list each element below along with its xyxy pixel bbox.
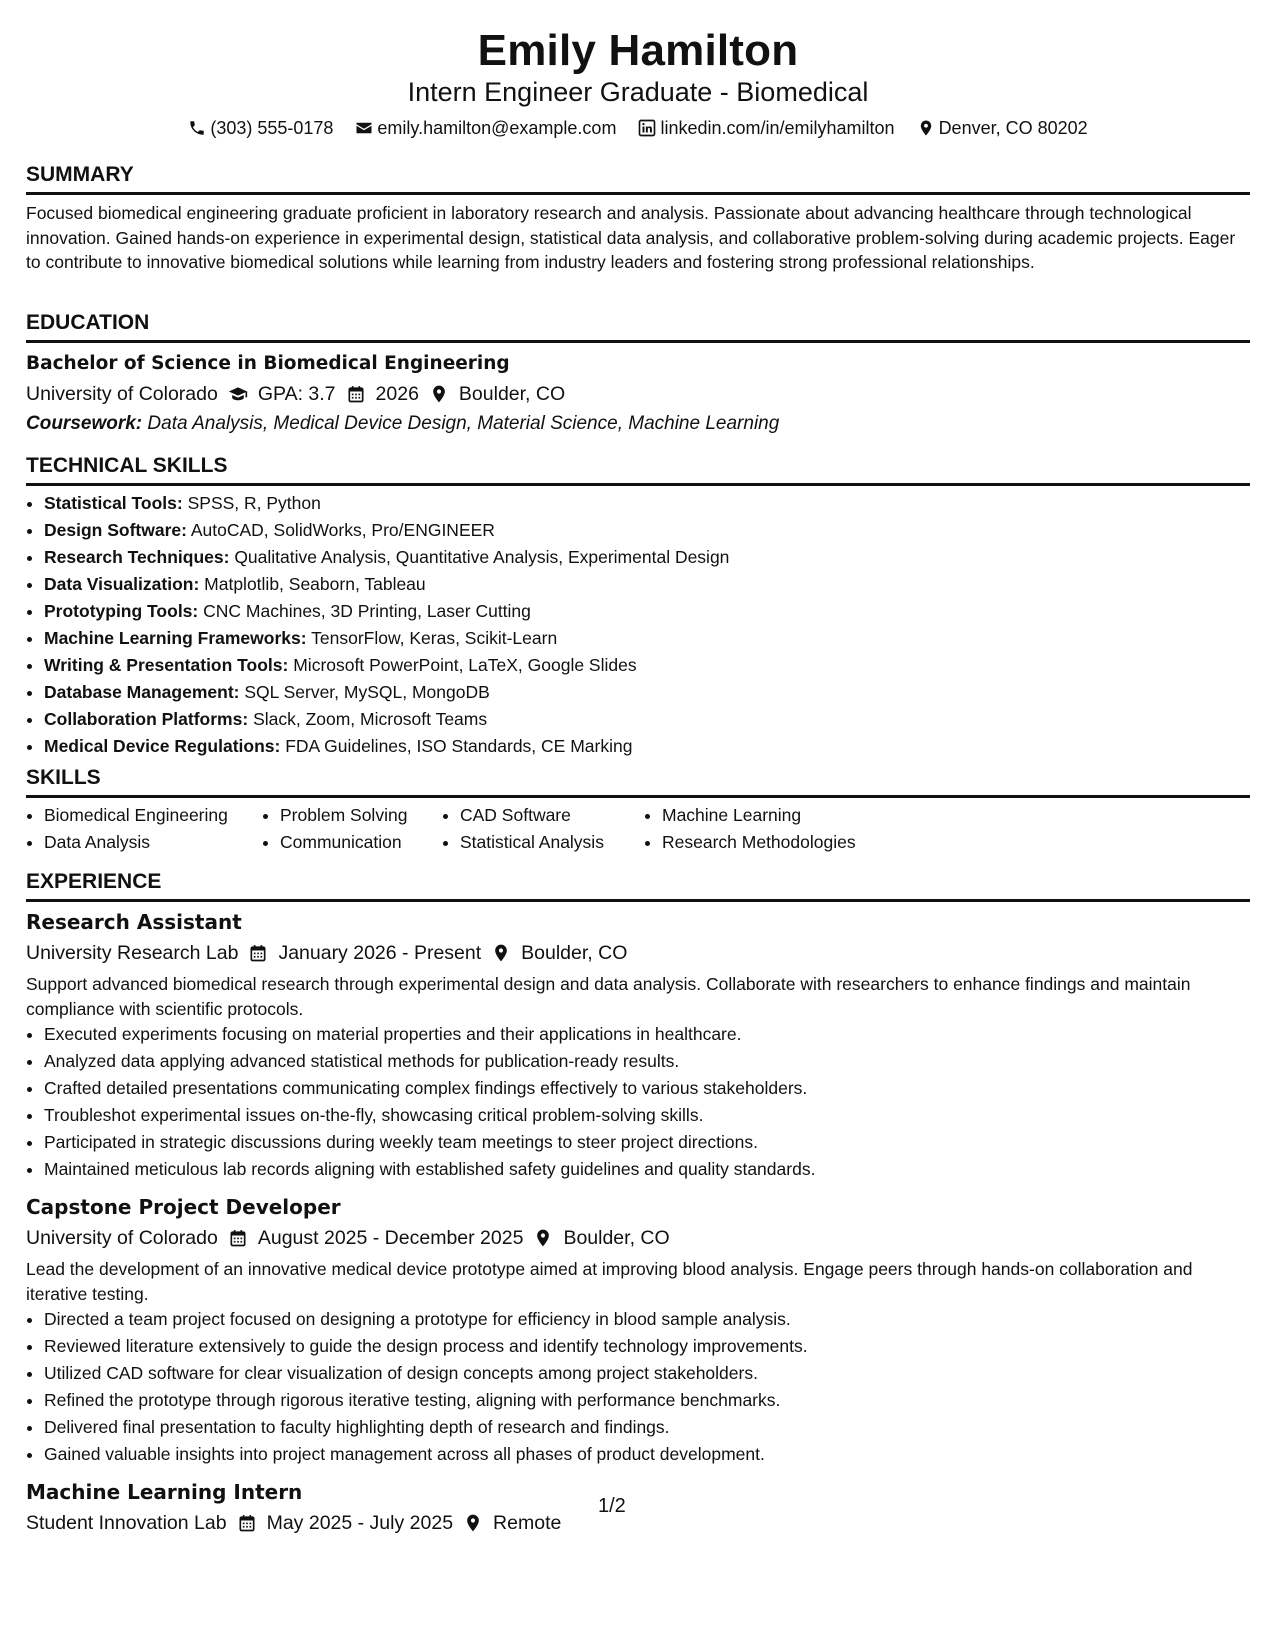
skill-value: SQL Server, MySQL, MongoDB — [244, 682, 490, 702]
skills-heading: SKILLS — [26, 765, 1250, 798]
list-item — [44, 571, 1250, 598]
skill-value: Matplotlib, Seaborn, Tableau — [204, 574, 426, 594]
skill-label: Prototyping Tools: — [44, 601, 199, 621]
list-item: • Communication — [280, 829, 442, 856]
technical-skills-heading: TECHNICAL SKILLS — [26, 453, 1250, 486]
skills-column — [644, 798, 904, 856]
skill-value: FDA Guidelines, ISO Standards, CE Marking — [285, 736, 633, 756]
job-dates: May 2025 - July 2025 — [266, 1512, 454, 1534]
skill-label: Machine Learning Frameworks: — [44, 628, 307, 648]
experience-heading: EXPERIENCE — [26, 869, 1250, 902]
contact-email[interactable] — [355, 116, 616, 140]
list-item: • Directed a team project focused on designing a prototype for efficiency in blood sample analysis. — [44, 1306, 1250, 1333]
contact-linkedin[interactable] — [638, 116, 894, 140]
skills-column — [262, 798, 442, 856]
contact-email-text: emily.hamilton@example.com — [377, 118, 617, 138]
skill-value: Qualitative Analysis, Quantitative Analysis, Experimental Design — [234, 547, 730, 567]
list-item — [44, 652, 1250, 679]
page-number: 1/2 — [598, 1495, 626, 1517]
skill-label: Statistical Tools: — [44, 493, 183, 513]
job-title: Machine Learning Intern — [26, 1480, 303, 1504]
contact-location — [917, 116, 1088, 140]
list-item — [44, 625, 1250, 652]
contact-phone[interactable] — [188, 116, 333, 140]
summary-heading: SUMMARY — [26, 162, 1250, 195]
skill-label: Data Visualization: — [44, 574, 200, 594]
technical-skills-section — [26, 453, 1250, 760]
list-item — [44, 706, 1250, 733]
list-item: • Delivered final presentation to faculty highlighting depth of research and findings. — [44, 1414, 1250, 1441]
education-heading: EDUCATION — [26, 310, 1250, 343]
coursework-label: Coursework: — [26, 413, 143, 434]
education-location: Boulder, CO — [458, 383, 566, 405]
experience-section — [26, 869, 1250, 1538]
list-item: • Maintained meticulous lab records aligning with established safety guidelines and quality standards. — [44, 1156, 1250, 1183]
job-entry — [26, 1193, 1250, 1468]
job-org: Student Innovation Lab — [26, 1512, 227, 1534]
contact-location-text: Denver, CO 80202 — [938, 118, 1088, 138]
list-item — [44, 733, 1250, 760]
job-meta — [26, 938, 1250, 968]
list-item: • Machine Learning — [662, 802, 904, 829]
list-item: • Participated in strategic discussions during weekly team meetings to steer project directions. — [44, 1129, 1250, 1156]
graduation-year: 2026 — [375, 383, 419, 405]
job-meta — [26, 1508, 1250, 1538]
list-item — [44, 517, 1250, 544]
calendar-icon — [237, 1513, 257, 1533]
job-bullets — [26, 1021, 1250, 1183]
map-pin-icon — [533, 1228, 553, 1248]
job-meta — [26, 1223, 1250, 1253]
list-item — [44, 490, 1250, 517]
list-item: • Gained valuable insights into project management across all phases of product development. — [44, 1441, 1250, 1468]
skill-value: SPSS, R, Python — [187, 493, 321, 513]
list-item: • Problem Solving — [280, 802, 442, 829]
skill-value: AutoCAD, SolidWorks, Pro/ENGINEER — [190, 520, 495, 540]
school-name: University of Colorado — [26, 383, 218, 405]
list-item: • Executed experiments focusing on material properties and their applications in healthcare. — [44, 1021, 1250, 1048]
calendar-icon — [346, 384, 366, 404]
job-location: Boulder, CO — [563, 1227, 670, 1249]
skill-value: Microsoft PowerPoint, LaTeX, Google Slides — [293, 655, 637, 675]
job-entry — [26, 1478, 1250, 1538]
map-pin-icon — [463, 1513, 483, 1533]
job-location: Remote — [493, 1512, 562, 1534]
education-section — [26, 310, 1250, 439]
linkedin-icon — [638, 119, 656, 137]
contact-phone-text: (303) 555-0178 — [210, 118, 334, 138]
skill-label: Research Techniques: — [44, 547, 230, 567]
calendar-icon — [248, 943, 268, 963]
job-location: Boulder, CO — [521, 942, 628, 964]
list-item: • CAD Software — [460, 802, 644, 829]
education-meta — [26, 379, 1250, 409]
list-item: • Refined the prototype through rigorous iterative testing, aligning with performance benchmarks. — [44, 1387, 1250, 1414]
summary-text: Focused biomedical engineering graduate proficient in laboratory research and analysis. Passionate about advancing healthcare through technological innovation. Gained hands-on experience in experimental design, statistical data analysis, and collaborative problem-solving during academic projects. Eager to contribute to innovative biomedical solutions while learning from industry leaders and fostering strong professional relationships. — [26, 203, 1236, 272]
job-description: Support advanced biomedical research through experimental design and data analysis. Collaborate with researchers to enhance findings and maintain compliance with scientific protocols. — [26, 974, 1191, 1019]
envelope-icon — [355, 119, 373, 137]
job-org: University Research Lab — [26, 942, 239, 964]
job-entry — [26, 908, 1250, 1183]
phone-icon — [188, 119, 206, 137]
coursework — [26, 409, 1250, 439]
skill-label: Design Software: — [44, 520, 187, 540]
candidate-title: Intern Engineer Graduate - Biomedical — [407, 77, 869, 107]
skill-value: TensorFlow, Keras, Scikit-Learn — [311, 628, 558, 648]
skills-grid — [26, 798, 1250, 856]
list-item: • Analyzed data applying advanced statistical methods for publication-ready results. — [44, 1048, 1250, 1075]
list-item — [44, 544, 1250, 571]
job-bullets — [26, 1306, 1250, 1468]
skills-column — [26, 798, 262, 856]
list-item: • Reviewed literature extensively to guide the design process and identify technology improvements. — [44, 1333, 1250, 1360]
technical-skills-list — [26, 490, 1250, 760]
contact-bar — [26, 116, 1250, 140]
graduation-cap-icon — [228, 384, 248, 404]
list-item: • Utilized CAD software for clear visualization of design concepts among project stakeholders. — [44, 1360, 1250, 1387]
skills-section — [26, 765, 1250, 856]
coursework-list: Data Analysis, Medical Device Design, Material Science, Machine Learning — [147, 413, 780, 434]
candidate-name: Emily Hamilton — [477, 26, 799, 75]
list-item — [44, 598, 1250, 625]
job-dates: August 2025 - December 2025 — [257, 1227, 524, 1249]
skill-label: Database Management: — [44, 682, 240, 702]
job-org: University of Colorado — [26, 1227, 218, 1249]
job-title: Capstone Project Developer — [26, 1195, 341, 1219]
map-pin-icon — [429, 384, 449, 404]
skill-label: Medical Device Regulations: — [44, 736, 281, 756]
list-item: • Statistical Analysis — [460, 829, 644, 856]
list-item: • Crafted detailed presentations communicating complex findings effectively to various stakeholders. — [44, 1075, 1250, 1102]
skill-value: Slack, Zoom, Microsoft Teams — [253, 709, 488, 729]
job-title: Research Assistant — [26, 910, 242, 934]
list-item: • Biomedical Engineering — [44, 802, 262, 829]
calendar-icon — [228, 1228, 248, 1248]
skills-column — [442, 798, 644, 856]
map-pin-icon — [491, 943, 511, 963]
list-item: • Research Methodologies — [662, 829, 904, 856]
contact-linkedin-text: linkedin.com/in/emilyhamilton — [660, 118, 895, 138]
skill-label: Collaboration Platforms: — [44, 709, 249, 729]
degree-title: Bachelor of Science in Biomedical Engineering — [26, 353, 510, 374]
skill-value: CNC Machines, 3D Printing, Laser Cutting — [203, 601, 531, 621]
skill-label: Writing & Presentation Tools: — [44, 655, 289, 675]
job-description: Lead the development of an innovative medical device prototype aimed at improving blood analysis. Engage peers through hands-on collaboration and iterative testing. — [26, 1259, 1193, 1304]
list-item: • Data Analysis — [44, 829, 262, 856]
summary-section — [26, 162, 1250, 275]
list-item: • Troubleshot experimental issues on-the-fly, showcasing critical problem-solving skills. — [44, 1102, 1250, 1129]
gpa: GPA: 3.7 — [257, 383, 336, 405]
job-dates: January 2026 - Present — [278, 942, 482, 964]
list-item — [44, 679, 1250, 706]
map-pin-icon — [917, 119, 935, 137]
